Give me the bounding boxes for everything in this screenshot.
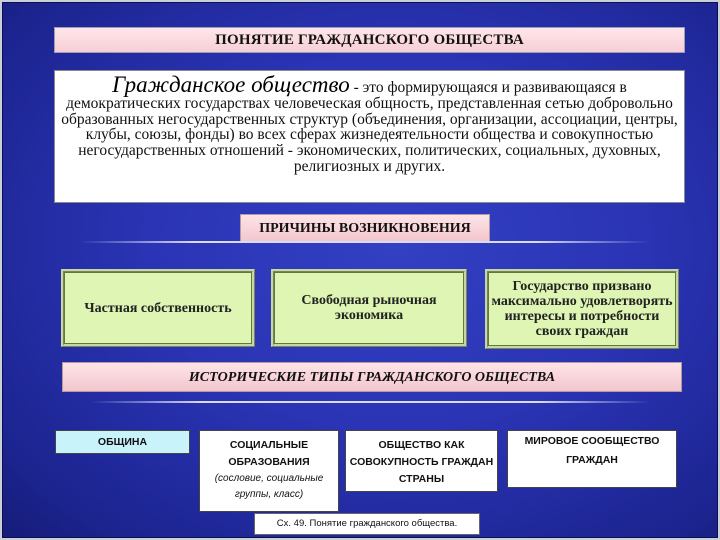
cause-free-market: [271, 269, 467, 347]
type-social-formations: [199, 430, 339, 512]
cause-private-property: [61, 269, 255, 347]
type-label: СОЦИАЛЬНЫЕ ОБРАЗОВАНИЯ: [228, 439, 310, 468]
type-label: МИРОВОЕ СООБЩЕСТВО ГРАЖДАН: [524, 435, 660, 466]
type-citizens-society: [345, 430, 498, 492]
definition-term: Гражданское общество: [112, 72, 350, 97]
cause-state-role: [485, 269, 679, 349]
type-community: [55, 430, 190, 454]
figure-caption: Сх. 49. Понятие гражданского общества.: [254, 513, 480, 535]
causes-heading: ПРИЧИНЫ ВОЗНИКНОВЕНИЯ: [240, 214, 490, 242]
page-title: ПОНЯТИЕ ГРАЖДАНСКОГО ОБЩЕСТВА: [54, 27, 685, 53]
type-label: ОБЩИНА: [97, 436, 148, 448]
type-sublabel: (сословие, социальные группы, класс): [214, 473, 324, 500]
causes-divider: [80, 241, 650, 243]
type-label: ОБЩЕСТВО КАК СОВОКУПНОСТЬ ГРАЖДАН СТРАНЫ: [349, 439, 494, 485]
cause-label: Частная собственность: [84, 300, 232, 316]
cause-label: Государство призвано максимально удовлетворять интересы и потребности своих граждан: [491, 279, 673, 339]
types-divider: [90, 401, 650, 403]
types-heading: ИСТОРИЧЕСКИЕ ТИПЫ ГРАЖДАНСКОГО ОБЩЕСТВА: [62, 362, 682, 392]
definition-text: - это формирующаяся и развивающаяся в демократических государствах человеческая общность, представленная сетью добровольно образованных негосударственных структур (объединения, организации, ассоциации, центры, клубы, союзы, фонды) во всех сферах жизнедеятельности общества и совокупностью негосударственных отношений - экономических, политических, социальных, духовных, религиозных и других.: [61, 79, 678, 175]
type-world-community: [507, 430, 677, 488]
definition-box: [54, 70, 685, 203]
cause-label: Свободная рыночная экономика: [301, 293, 437, 323]
